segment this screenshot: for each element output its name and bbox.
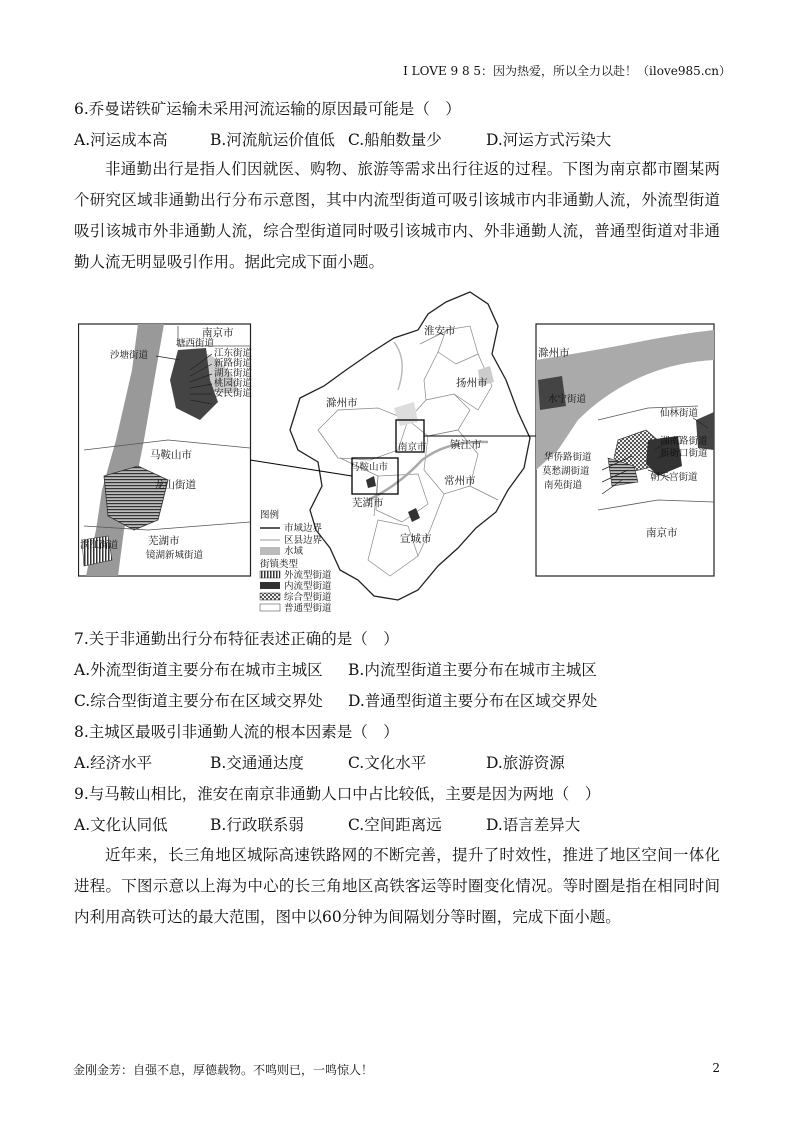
q9-stem: 9.与马鞍山相比，淮安在南京非通勤人口中占比较低，主要是因为两地（ ）	[74, 785, 601, 803]
main-label-6: 常州市	[444, 475, 476, 487]
q9-option-b: B.行政联系弱	[210, 816, 304, 834]
page-header: I LOVE 9 8 5：因为热爱，所以全力以赴！（ilove985.cn）	[403, 64, 731, 78]
q6-stem: 6.乔曼诺铁矿运输未采用河流运输的原因最可能是（ ）	[74, 100, 461, 118]
right-label-7: 朝天宫街道	[650, 472, 698, 483]
q7-stem: 7.关于非通勤出行分布特征表述正确的是（ ）	[74, 630, 399, 648]
main-label-2: 滁州市	[326, 397, 358, 409]
q7-option-b: B.内流型街道主要分布在城市主城区	[348, 661, 597, 679]
main-label-3: 南京市	[398, 442, 427, 453]
left-label-3: 新路街道	[214, 358, 253, 369]
left-label-5: 桃园街道	[214, 378, 253, 389]
q8-option-a: A.经济水平	[74, 754, 153, 772]
left-label-6: 安民街道	[214, 388, 253, 399]
right-label-5: 新街口街道	[660, 448, 708, 459]
q7-option-c: C.综合型街道主要分布在区域交界处	[74, 692, 323, 710]
q8-option-b: B.交通通达度	[210, 754, 304, 772]
right-label-1: 水宁街道	[548, 394, 587, 405]
right-label-2: 仙林街道	[660, 408, 699, 419]
footer-motto: 金刚金芳：自强不息，厚德载物。不鸣则已，一鸣惊人！	[73, 1063, 374, 1077]
main-label-5: 马鞍山市	[350, 462, 389, 473]
legend-county-boundary: 区县边界	[284, 535, 323, 546]
right-label-4: 湖南路街道	[660, 436, 708, 447]
right-label-3: 华侨路街道	[544, 452, 592, 463]
q7-option-a: A.外流型街道主要分布在城市主城区	[74, 661, 323, 679]
legend-city-boundary: 市域边界	[284, 523, 323, 534]
right-label-0: 滁州市	[538, 347, 570, 359]
main-label-8: 宣城市	[400, 533, 432, 545]
left-label-9: 龙山街道	[154, 479, 196, 491]
left-label-12: 镜湖新城街道	[146, 550, 204, 561]
left-label-7: 沙塘街道	[110, 350, 149, 361]
passage-1: 非通勤出行是指人们因就医、购物、旅游等需求出行往返的过程。下图为南京都市圈某两个研究区域非通勤出行分布示意图，其中内流型街道可吸引该城市内非通勤人流，外流型街道吸引该城市外非通勤人流，综合型街道同时吸引该城市内、外非通勤人流，普通型街道对非通勤人流无明显吸引作用。据此完成下面小题。	[74, 160, 720, 271]
left-label-8: 马鞍山市	[150, 449, 192, 461]
legend-outflow: 外流型街道	[284, 570, 332, 581]
legend-water: 水域	[284, 546, 304, 557]
q6-option-c: C.船舶数量少	[348, 131, 442, 149]
legend-street-type-title: 街镇类型	[260, 559, 299, 570]
main-label-1: 扬州市	[456, 377, 488, 389]
legend-mixed: 综合型街道	[284, 592, 332, 603]
right-label-6: 莫愁湖街道	[542, 466, 590, 477]
q7-option-d: D.普通型街道主要分布在区域交界处	[348, 692, 598, 710]
left-label-10: 滨江街道	[80, 540, 119, 551]
right-label-9: 南京市	[646, 527, 678, 539]
main-label-0: 淮安市	[424, 325, 456, 337]
q8-stem: 8.主城区最吸引非通勤人流的根本因素是（ ）	[74, 723, 399, 741]
passage-2: 近年来，长三角地区城际高速铁路网的不断完善，提升了时效性，推进了地区空间一体化进程。下图示意以上海为中心的长三角地区高铁客运等时圈变化情况。等时圈是指在相同时间内利用高铁可达的最大范围，图中以60分钟为间隔划分等时圈，完成下面小题。	[74, 846, 720, 926]
legend-inflow: 内流型街道	[284, 581, 332, 592]
q6-option-a: A.河运成本高	[74, 131, 168, 149]
main-label-7: 芜湖市	[352, 497, 384, 509]
q8-option-d: D.旅游资源	[486, 754, 565, 772]
nanjing-metro-map-figure	[78, 290, 715, 613]
left-label-1: 塘西街道	[176, 338, 215, 349]
legend-normal: 普通型街道	[284, 603, 332, 613]
q6-option-b: B.河流航运价值低	[210, 131, 335, 149]
q6-option-d: D.河运方式污染大	[486, 131, 612, 149]
q8-option-c: C.文化水平	[348, 754, 427, 772]
page-number: 2	[712, 1061, 720, 1075]
right-label-8: 南苑街道	[544, 480, 583, 491]
left-label-0: 南京市	[202, 327, 234, 339]
q9-option-d: D.语言差异大	[486, 816, 581, 834]
q9-option-c: C.空间距离远	[348, 816, 442, 834]
main-label-4: 镇江市	[450, 439, 482, 451]
left-label-11: 芜湖市	[148, 535, 180, 547]
left-label-2: 江东街道	[214, 348, 253, 359]
left-label-4: 湖东街道	[214, 368, 253, 379]
legend-title: 图例	[260, 510, 280, 521]
q9-option-a: A.文化认同低	[74, 816, 168, 834]
